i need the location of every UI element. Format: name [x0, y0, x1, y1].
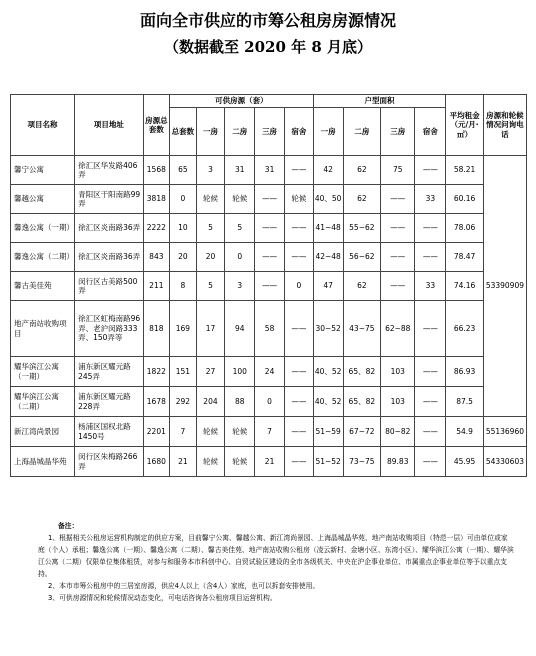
header-name: 项目名称 [11, 95, 75, 156]
cell-av-total: 0 [170, 185, 197, 214]
cell-address: 徐汇区炎南路36弄 [75, 214, 144, 243]
cell-av-dorm: 轮候 [284, 185, 313, 214]
cell-area-1: 30~52 [313, 301, 343, 357]
cell-area-3: 103 [381, 357, 415, 387]
cell-area-dorm: —— [415, 156, 446, 185]
cell-area-3: —— [381, 243, 415, 272]
cell-total: 1568 [143, 156, 170, 185]
table-row [11, 417, 527, 447]
cell-area-2: 67~72 [343, 417, 381, 447]
cell-address: 闵行区古美路500弄 [75, 272, 144, 301]
cell-av-1: 轮候 [196, 447, 225, 477]
cell-total: 1680 [143, 447, 170, 477]
table-row [11, 387, 527, 417]
cell-av-3: 31 [255, 156, 285, 185]
cell-total: 2222 [143, 214, 170, 243]
cell-av-2: 轮候 [225, 185, 255, 214]
cell-area-3: —— [381, 214, 415, 243]
note-item-1: 1、根据相关公租房运营机构制定的供应方案，目前馨宁公寓、馨越公寓、新江湾尚景园、上海晶城晶华苑、地产南站收购项目（特范一层）可由单位或家庭（个人）承租；馨逸公寓（一期）、馨逸公寓（二期）、馨古美佳苑、地产南站收购公租房（凌云新村、金塘小区、东湾小区）、耀华滨江公寓（一期）、耀华滨江公寓（二期）仅限单位集体租赁，对参与和服务本市科创中心、自贸试验区建设的全市各级机关、中央在沪企事业单位、市属重点企事业单位等予以重点支持。 [38, 534, 514, 578]
cell-av-dorm: 0 [284, 272, 313, 301]
cell-av-total: 65 [170, 156, 197, 185]
cell-name: 耀华滨江公寓（一期） [11, 357, 75, 387]
page-subtitle: （数据截至 2020 年 8 月底） [163, 38, 373, 56]
table-row [11, 156, 527, 185]
cell-area-2: 43~75 [343, 301, 381, 357]
cell-area-dorm: —— [415, 301, 446, 357]
cell-area-2: 62 [343, 272, 381, 301]
cell-name: 新江湾尚景园 [11, 417, 75, 447]
cell-av-total: 8 [170, 272, 197, 301]
table-row [11, 185, 527, 214]
cell-area-1: 47 [313, 272, 343, 301]
header-sub-dorm: 宿舍 [284, 108, 313, 156]
cell-av-total: 292 [170, 387, 197, 417]
cell-av-1: 204 [196, 387, 225, 417]
cell-area-dorm: —— [415, 357, 446, 387]
cell-rent: 66.23 [446, 301, 484, 357]
cell-name: 馨古美佳苑 [11, 272, 75, 301]
cell-phone-2: 55136960 [483, 417, 526, 447]
header-address: 项目地址 [75, 95, 144, 156]
cell-area-3: 80~82 [381, 417, 415, 447]
cell-area-2: 62 [343, 156, 381, 185]
cell-av-1: 轮候 [196, 417, 225, 447]
cell-av-2: 94 [225, 301, 255, 357]
cell-rent: 60.16 [446, 185, 484, 214]
cell-total: 2201 [143, 417, 170, 447]
cell-area-dorm: —— [415, 447, 446, 477]
cell-phone-1: 53390909 [483, 156, 526, 417]
cell-area-2: 62 [343, 185, 381, 214]
cell-av-3: 0 [255, 387, 285, 417]
header-total: 房源总套数 [143, 95, 170, 156]
note-item-2: 2、本市市筹公租房中的三居室房源，供应4人以上（含4人）家庭，也可以拆套安排使用。 [48, 582, 320, 590]
cell-area-2: 65、82 [343, 357, 381, 387]
cell-address: 徐汇区炎南路36弄 [75, 243, 144, 272]
cell-area-dorm: 33 [415, 272, 446, 301]
cell-av-2: 100 [225, 357, 255, 387]
header-area-2: 二房 [343, 108, 381, 156]
header-area-1: 一房 [313, 108, 343, 156]
cell-area-1: 42 [313, 156, 343, 185]
cell-av-total: 20 [170, 243, 197, 272]
cell-av-1: 17 [196, 301, 225, 357]
cell-total: 818 [143, 301, 170, 357]
table-row [11, 272, 527, 301]
housing-table [10, 94, 527, 477]
cell-area-1: 41~48 [313, 214, 343, 243]
cell-name: 馨宁公寓 [11, 156, 75, 185]
cell-total: 1822 [143, 357, 170, 387]
cell-av-2: 5 [225, 214, 255, 243]
note-item-3: 3、可供房源情况和轮候情况动态变化，可电话咨询各公租房项目运营机构。 [48, 594, 277, 602]
cell-av-1: 轮候 [196, 185, 225, 214]
cell-av-2: 3 [225, 272, 255, 301]
cell-av-3: —— [255, 243, 285, 272]
cell-area-dorm: 33 [415, 185, 446, 214]
cell-av-2: 0 [225, 243, 255, 272]
cell-total: 3818 [143, 185, 170, 214]
cell-name: 馨逸公寓（一期） [11, 214, 75, 243]
cell-av-1: 20 [196, 243, 225, 272]
cell-area-3: 62~88 [381, 301, 415, 357]
cell-av-total: 169 [170, 301, 197, 357]
cell-av-2: 轮候 [225, 447, 255, 477]
cell-area-3: 89.83 [381, 447, 415, 477]
cell-av-dorm: —— [284, 387, 313, 417]
cell-av-total: 10 [170, 214, 197, 243]
cell-area-3: 103 [381, 387, 415, 417]
header-area-group: 户型面积 [313, 95, 446, 108]
cell-rent: 87.5 [446, 387, 484, 417]
notes-label: 备注： [58, 522, 79, 530]
table-row [11, 301, 527, 357]
cell-address: 徐汇区华发路406弄 [75, 156, 144, 185]
cell-name: 耀华滨江公寓（二期） [11, 387, 75, 417]
cell-name: 馨越公寓 [11, 185, 75, 214]
cell-address: 徐汇区虹梅南路96弄、老沪闵路333弄、150弄等 [75, 301, 144, 357]
cell-total: 843 [143, 243, 170, 272]
header-sub-1: 一房 [196, 108, 225, 156]
cell-address: 闵行区朱梅路266弄 [75, 447, 144, 477]
header-area-3: 三房 [381, 108, 415, 156]
cell-av-dorm: —— [284, 447, 313, 477]
cell-phone-3: 54330603 [483, 447, 526, 477]
header-area-dorm: 宿舍 [415, 108, 446, 156]
cell-rent: 58.21 [446, 156, 484, 185]
header-available-group: 可供房源（套） [170, 95, 314, 108]
cell-av-1: 3 [196, 156, 225, 185]
cell-rent: 74.16 [446, 272, 484, 301]
cell-area-2: 56~62 [343, 243, 381, 272]
cell-av-3: 58 [255, 301, 285, 357]
cell-rent: 78.06 [446, 214, 484, 243]
cell-area-3: —— [381, 185, 415, 214]
table-row [11, 243, 527, 272]
cell-name: 地产南站收购项目 [11, 301, 75, 357]
cell-av-total: 151 [170, 357, 197, 387]
cell-address: 青阳区干阳南路99弄 [75, 185, 144, 214]
cell-rent: 45.95 [446, 447, 484, 477]
header-contact: 房源和轮候情况问询电话 [483, 95, 526, 156]
cell-area-dorm: —— [415, 387, 446, 417]
header-sub-total: 总套数 [170, 108, 197, 156]
cell-av-dorm: —— [284, 156, 313, 185]
table-row [11, 447, 527, 477]
cell-area-dorm: —— [415, 243, 446, 272]
cell-area-1: 51~52 [313, 447, 343, 477]
cell-area-1: 40、52 [313, 387, 343, 417]
cell-rent: 78.47 [446, 243, 484, 272]
cell-area-2: 55~62 [343, 214, 381, 243]
cell-name: 上海晶城晶华苑 [11, 447, 75, 477]
cell-address: 杨浦区国权北路1450号 [75, 417, 144, 447]
cell-av-total: 21 [170, 447, 197, 477]
cell-av-2: 31 [225, 156, 255, 185]
cell-total: 211 [143, 272, 170, 301]
cell-av-1: 27 [196, 357, 225, 387]
cell-av-dorm: —— [284, 243, 313, 272]
cell-av-1: 5 [196, 272, 225, 301]
header-rent: 平均租金（元/月·㎡） [446, 95, 484, 156]
cell-area-1: 42~48 [313, 243, 343, 272]
cell-av-total: 7 [170, 417, 197, 447]
cell-name: 馨逸公寓（二期） [11, 243, 75, 272]
cell-area-1: 40、50 [313, 185, 343, 214]
cell-av-2: 88 [225, 387, 255, 417]
cell-av-3: —— [255, 272, 285, 301]
cell-av-dorm: —— [284, 301, 313, 357]
cell-address: 浦东新区耀元路228弄 [75, 387, 144, 417]
cell-area-2: 65、82 [343, 387, 381, 417]
cell-area-1: 51~59 [313, 417, 343, 447]
page-title: 面向全市供应的市筹公租房房源情况 [139, 11, 396, 30]
cell-address: 浦东新区耀元路245弄 [75, 357, 144, 387]
cell-av-3: —— [255, 185, 285, 214]
cell-area-1: 40、52 [313, 357, 343, 387]
cell-area-dorm: —— [415, 417, 446, 447]
table-row [11, 357, 527, 387]
header-sub-2: 二房 [225, 108, 255, 156]
cell-av-3: 21 [255, 447, 285, 477]
table-row [11, 214, 527, 243]
cell-av-2: 轮候 [225, 417, 255, 447]
cell-av-1: 5 [196, 214, 225, 243]
cell-av-dorm: —— [284, 357, 313, 387]
cell-area-dorm: —— [415, 214, 446, 243]
cell-av-3: 24 [255, 357, 285, 387]
cell-av-3: —— [255, 214, 285, 243]
header-sub-3: 三房 [255, 108, 285, 156]
cell-area-3: 75 [381, 156, 415, 185]
notes [14, 520, 514, 604]
cell-av-dorm: —— [284, 214, 313, 243]
cell-av-3: 7 [255, 417, 285, 447]
cell-av-dorm: —— [284, 417, 313, 447]
cell-rent: 86.93 [446, 357, 484, 387]
cell-rent: 54.9 [446, 417, 484, 447]
cell-total: 1678 [143, 387, 170, 417]
cell-area-2: 73~75 [343, 447, 381, 477]
cell-area-3: —— [381, 272, 415, 301]
